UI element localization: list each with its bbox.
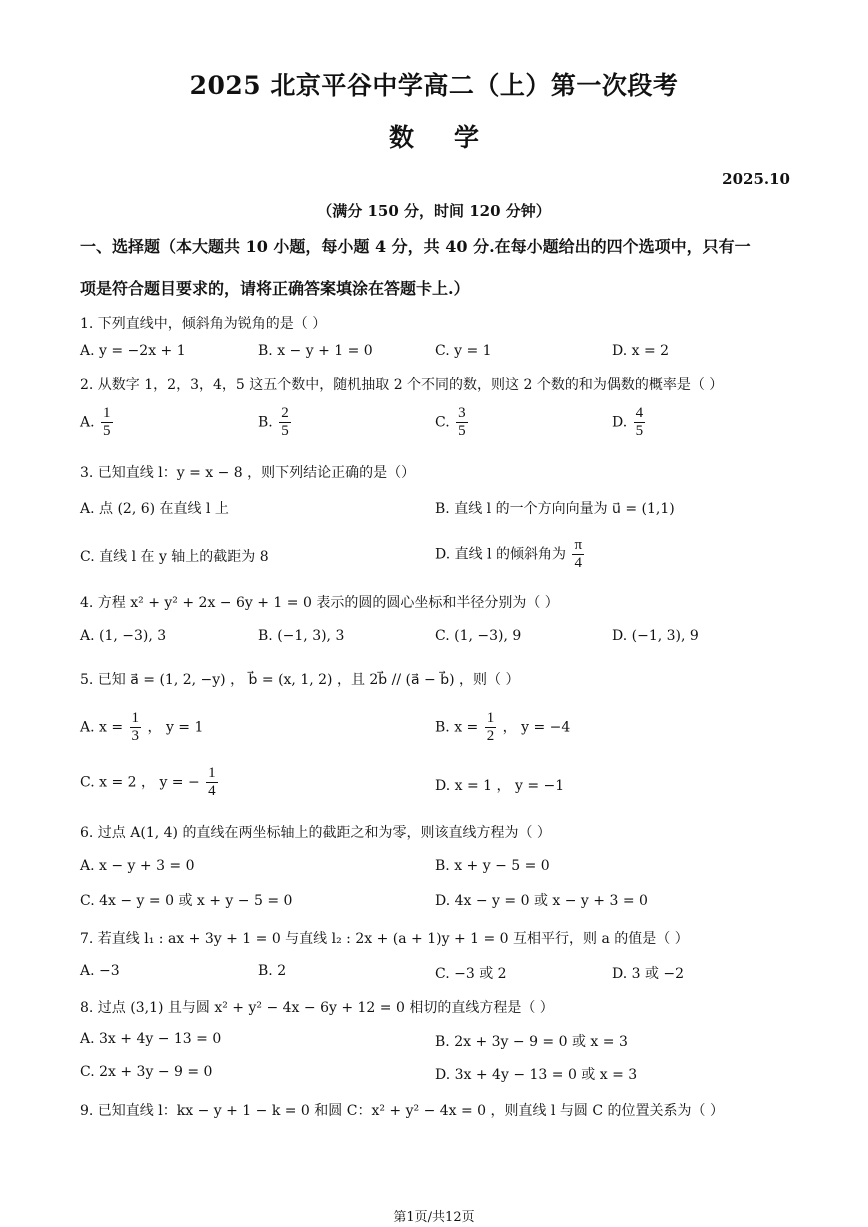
q7-option-b: B. 2 — [258, 963, 287, 979]
numerator: π — [574, 537, 583, 553]
denominator: 5 — [103, 423, 111, 439]
denominator: 4 — [574, 555, 582, 571]
q2-option-d — [612, 405, 647, 440]
q2-option-c — [435, 405, 470, 440]
q5-option-c-fraction — [206, 765, 218, 800]
q3-option-b: B. 直线 l 的一个方向向量为 u⃗ = (1,1) — [435, 501, 675, 517]
exam-title: 2025 北京平谷中学高二（上）第一次段考 — [189, 71, 679, 100]
q6-option-d: D. 4x − y = 0 或 x − y + 3 = 0 — [435, 893, 648, 909]
page-footer: 第1页/共12页 — [393, 1210, 475, 1225]
q4-option-b: B. (−1, 3), 3 — [258, 628, 345, 644]
q5-option-c — [80, 765, 220, 800]
section-heading-line1: 一、选择题（本大题共 10 小题，每小题 4 分，共 40 分.在每小题给出的四个选项中，只有一 — [80, 237, 751, 256]
q8-option-b: B. 2x + 3y − 9 = 0 或 x = 3 — [435, 1034, 628, 1050]
q7-option-a: A. −3 — [80, 963, 120, 979]
q5-option-b-fraction — [485, 710, 497, 745]
numerator: 1 — [486, 710, 495, 726]
question-7-stem: 7. 若直线 l₁ : ax + 3y + 1 = 0 与直线 l₂ : 2x + (a + 1)y + 1 = 0 互相平行，则 a 的值是（ ） — [80, 931, 689, 947]
question-3-stem: 3. 已知直线 l：y = x − 8 ，则下列结论正确的是（） — [80, 465, 416, 481]
q5-option-b-post: ， y = −4 — [502, 719, 571, 736]
q5-option-a-post: ， y = 1 — [147, 719, 204, 736]
q6-option-b: B. x + y − 5 = 0 — [435, 858, 550, 874]
q4-option-c: C. (1, −3), 9 — [435, 628, 522, 644]
question-1-stem: 1. 下列直线中，倾斜角为锐角的是（ ） — [80, 316, 327, 332]
denominator: 2 — [486, 728, 495, 744]
q3-option-a: A. 点 (2, 6) 在直线 l 上 — [80, 501, 229, 517]
q1-option-c: C. y = 1 — [435, 343, 492, 359]
q2-option-a — [80, 405, 115, 440]
score-info: （满分 150 分，时间 120 分钟） — [317, 202, 551, 220]
q4-option-a: A. (1, −3), 3 — [80, 628, 167, 644]
question-9-stem: 9. 已知直线 l：kx − y + 1 − k = 0 和圆 C：x² + y² − 4x = 0 ，则直线 l 与圆 C 的位置关系为（ ） — [80, 1103, 724, 1119]
numerator: 2 — [281, 405, 289, 421]
q5-option-a-fraction — [130, 710, 142, 745]
q2-option-c-label: C. — [435, 414, 450, 431]
question-6-stem: 6. 过点 A(1, 4) 的直线在两坐标轴上的截距之和为零，则该直线方程为（ ） — [80, 825, 551, 841]
q3-option-d-label: D. 直线 l 的倾斜角为 — [435, 546, 567, 563]
q6-option-c: C. 4x − y = 0 或 x + y − 5 = 0 — [80, 893, 293, 909]
denominator: 5 — [458, 423, 466, 439]
q3-option-d-fraction — [572, 537, 584, 572]
q2-option-a-label: A. — [80, 414, 95, 431]
q5-option-b — [435, 710, 570, 745]
q6-option-a: A. x − y + 3 = 0 — [80, 858, 195, 874]
q1-option-a: A. y = −2x + 1 — [80, 343, 186, 359]
q2-option-a-fraction — [101, 405, 113, 440]
exam-date: 2025.10 — [722, 170, 790, 188]
q8-option-a: A. 3x + 4y − 13 = 0 — [80, 1031, 222, 1047]
subject-title: 数学 — [388, 123, 519, 152]
q2-option-b-label: B. — [258, 414, 273, 431]
numerator: 3 — [458, 405, 466, 421]
q5-option-c-pre: C. x = 2 ， y = − — [80, 774, 200, 791]
denominator: 5 — [281, 423, 289, 439]
q4-option-d: D. (−1, 3), 9 — [612, 628, 699, 644]
question-4-stem: 4. 方程 x² + y² + 2x − 6y + 1 = 0 表示的圆的圆心坐标和半径分别为（ ） — [80, 595, 559, 611]
section-heading-line2: 项是符合题目要求的，请将正确答案填涂在答题卡上.） — [80, 279, 470, 298]
denominator: 3 — [131, 728, 140, 744]
denominator: 5 — [635, 423, 644, 439]
q5-option-a-pre: A. x = — [80, 719, 124, 736]
numerator: 4 — [635, 405, 644, 421]
q5-option-d: D. x = 1 ， y = −1 — [435, 778, 565, 794]
q8-option-c: C. 2x + 3y − 9 = 0 — [80, 1064, 213, 1080]
q7-option-d: D. 3 或 −2 — [612, 966, 685, 982]
numerator: 1 — [103, 405, 111, 421]
q2-option-b — [258, 405, 293, 440]
question-8-stem: 8. 过点 (3,1) 且与圆 x² + y² − 4x − 6y + 12 = 0 相切的直线方程是（ ） — [80, 1000, 554, 1016]
q3-option-d — [435, 537, 586, 572]
q2-option-d-label: D. — [612, 414, 628, 431]
q2-option-c-fraction — [456, 405, 468, 440]
denominator: 4 — [208, 783, 216, 799]
q7-option-c: C. −3 或 2 — [435, 966, 507, 982]
q1-option-d: D. x = 2 — [612, 343, 670, 359]
q2-option-d-fraction — [634, 405, 646, 440]
question-2-stem: 2. 从数字 1，2，3，4，5 这五个数中，随机抽取 2 个不同的数，则这 2 个数的和为偶数的概率是（ ） — [80, 377, 724, 393]
numerator: 1 — [208, 765, 216, 781]
q8-option-d: D. 3x + 4y − 13 = 0 或 x = 3 — [435, 1067, 638, 1083]
q5-option-b-pre: B. x = — [435, 719, 479, 736]
numerator: 1 — [131, 710, 140, 726]
q5-option-a — [80, 710, 203, 745]
q3-option-c: C. 直线 l 在 y 轴上的截距为 8 — [80, 549, 269, 565]
question-5-stem: 5. 已知 a⃗ = (1, 2, −y) ， b⃗ = (x, 1, 2) ，且 2b⃗ // (a⃗ − b⃗) ，则（ ） — [80, 672, 520, 688]
q1-option-b: B. x − y + 1 = 0 — [258, 343, 373, 359]
q2-option-b-fraction — [279, 405, 291, 440]
